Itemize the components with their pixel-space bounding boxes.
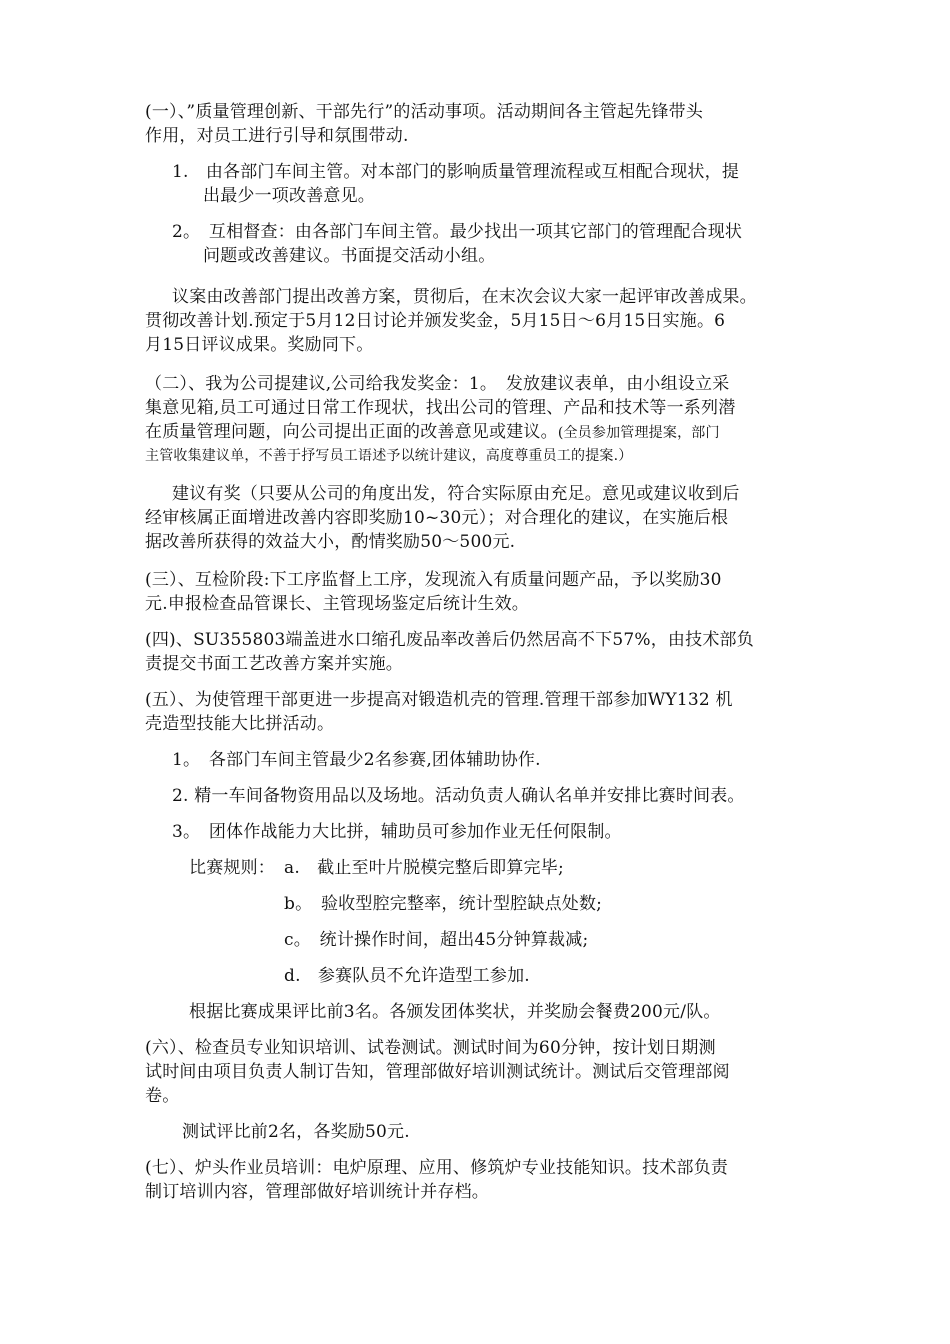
section7-heading: (七）、炉头作业员培训：电炉原理、应用、修筑炉专业技能知识。技术部负责 [145, 1158, 729, 1178]
rules-label: 比赛规则： [189, 858, 275, 878]
section1-paragraph: 议案由改善部门提出改善方案，贯彻后，在末次会议大家一起评审改善成果。 [172, 287, 757, 307]
section1-paragraph-end: 月15日评议成果。奖励同下。 [145, 335, 374, 355]
section4-heading: (四)、SU355803端盖进水口缩孔废品率改善后仍然居高不下57%，由技术部负 [145, 630, 754, 650]
section3-heading: (三）、互检阶段:下工序监督上工序，发现流入有质量问题产品，予以奖励30 [145, 570, 722, 590]
section1-item2-cont: 问题或改善建议。书面提交活动小组。 [203, 246, 496, 266]
section7-cont: 制订培训内容，管理部做好培训统计并存档。 [145, 1182, 489, 1202]
section3-cont: 元.申报检查品管课长、主管现场鉴定后统计生效。 [145, 594, 530, 614]
section2-note: (全员参加管理提案，部门 [557, 425, 720, 441]
section1-item1-cont: 出最少一项改善意见。 [203, 186, 375, 206]
section5-item3: 3。 团体作战能力大比拼，辅助员可参加作业无任何限制。 [172, 822, 622, 842]
section2-line3 [145, 420, 720, 445]
section2-heading: （二）、我为公司提建议,公司给我发奖金：1。 发放建议表单，由小组设立采 [145, 374, 730, 394]
section2-line3-main: 在质量管理问题，向公司提出正面的改善意见或建议。 [145, 422, 558, 442]
section6-award: 测试评比前2名，各奖励50元. [182, 1122, 410, 1142]
section5-award: 根据比赛成果评比前3名。各颁发团体奖状，并奖励会餐费200元/队。 [189, 1002, 721, 1022]
section1-heading: (一）、”质量管理创新、干部先行”的活动事项。活动期间各主管起先锋带头 [145, 102, 704, 122]
section2-line2: 集意见箱,员工可通过日常工作现状，找出公司的管理、产品和技术等一系列潜 [145, 398, 736, 418]
rule-a: a. 截止至叶片脱模完整后即算完毕; [284, 858, 564, 878]
section1-item1: 1. 由各部门车间主管。对本部门的影响质量管理流程或互相配合现状，提 [172, 162, 740, 182]
section5-item2: 2. 精一车间备物资用品以及场地。活动负责人确认名单并安排比赛时间表。 [172, 786, 745, 806]
section2-reward-end: 据改善所获得的效益大小，酌情奖励50～500元. [145, 532, 516, 552]
section2-reward-paragraph: 建议有奖（只要从公司的角度出发，符合实际原由充足。意见或建议收到后 [172, 484, 740, 504]
section4-cont: 责提交书面工艺改善方案并实施。 [145, 654, 403, 674]
section1-item2: 2。 互相督查：由各部门车间主管。最少找出一项其它部门的管理配合现状 [172, 222, 743, 242]
rule-b: b。 验收型腔完整率，统计型腔缺点处数; [284, 894, 603, 914]
section1-paragraph-cont: 贯彻改善计划.预定于5月12日讨论并颁发奖金，5月15日～6月15日实施。6 [145, 311, 726, 331]
rule-d: d. 参赛队员不允许造型工参加. [284, 966, 530, 986]
section1-heading-cont: 作用，对员工进行引导和氛围带动. [145, 126, 409, 146]
section5-heading: (五）、为使管理干部更进一步提高对锻造机壳的管理.管理干部参加WY132 机 [145, 690, 733, 710]
section6-line3: 卷。 [145, 1086, 180, 1106]
rule-c: c。 统计操作时间，超出45分钟算裁减; [284, 930, 589, 950]
section6-heading: (六）、检查员专业知识培训、试卷测试。测试时间为60分钟，按计划日期测 [145, 1038, 716, 1058]
section5-cont: 壳造型技能大比拼活动。 [145, 714, 335, 734]
section2-note-cont: 主管收集建议单，不善于抒写员工语述予以统计建议，高度尊重员工的提案.） [145, 448, 633, 464]
section2-reward-cont: 经审核属正面增进改善内容即奖励10~30元）；对合理化的建议，在实施后根 [145, 508, 729, 528]
section5-item1: 1。 各部门车间主管最少2名参赛,团体辅助协作. [172, 750, 541, 770]
section6-line2: 试时间由项目负责人制订告知，管理部做好培训测试统计。测试后交管理部阅 [145, 1062, 730, 1082]
